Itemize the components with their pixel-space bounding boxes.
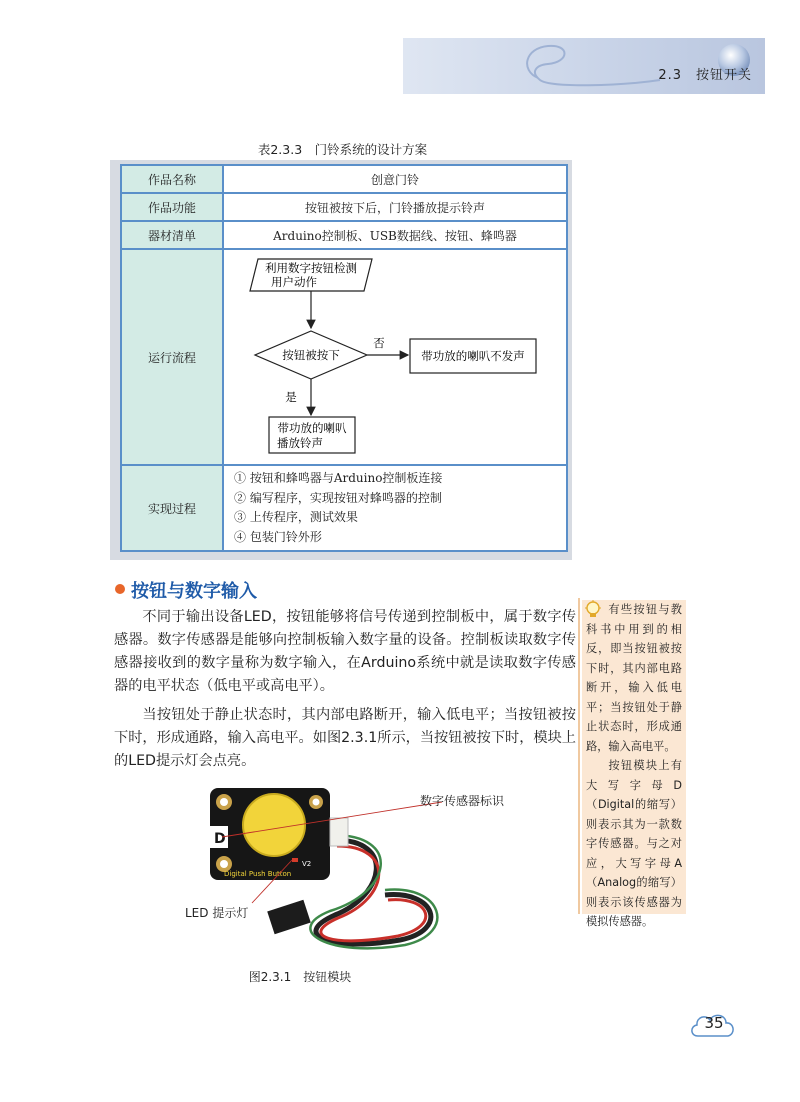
side-note	[582, 600, 686, 928]
table-row	[121, 249, 567, 465]
row-label: 实现过程	[121, 465, 223, 551]
note-divider	[578, 598, 580, 914]
note-paragraph-1: 有些按钮与教科书中用到的相反，即当按钮被按下时，其内部电路断开，输入低电平；当按钮处于静止状态时，形成通路，输入高电平。	[586, 603, 682, 753]
row-label: 运行流程	[121, 249, 223, 465]
note-paragraph-2: 按钮模块上有大写字母D（Digital的缩写）则表示其为一款数字传感器。与之对应，大写字母A（Analog的缩写）则表示该传感器为模拟传感器。	[586, 759, 682, 928]
flow-yes-action-line2: 播放铃声	[277, 436, 323, 450]
page-number: 35	[704, 1014, 724, 1032]
row-value: 创意门铃	[223, 165, 567, 193]
row-value: Arduino控制板、USB数据线、按钮、蜂鸣器	[223, 221, 567, 249]
flowchart	[224, 251, 566, 463]
table-row	[121, 221, 567, 249]
steps-cell	[223, 465, 567, 551]
table-row	[121, 465, 567, 551]
flow-start-line1: 利用数字按钮检测	[265, 261, 357, 275]
flow-start-line2: 用户动作	[271, 275, 317, 289]
section-title: 按钮与数字输入	[131, 581, 257, 602]
board-silkscreen-text: Digital Push Button	[224, 870, 292, 878]
flow-decision-text: 按钮被按下	[282, 348, 340, 362]
led-label: LED 提示灯	[185, 906, 249, 920]
flow-no-label: 否	[373, 336, 385, 350]
led-indicator	[292, 858, 298, 862]
header-section-label: 2.3 按钮开关	[658, 68, 752, 83]
figure-caption: 图2.3.1 按钮模块	[248, 970, 352, 984]
flow-yes-action-line1: 带功放的喇叭	[277, 421, 347, 435]
lightbulb-icon	[584, 600, 602, 620]
table-row	[121, 193, 567, 221]
step-item: ② 编写程序，实现按钮对蜂鸣器的控制	[234, 490, 442, 505]
flowchart-cell	[223, 249, 567, 465]
step-item: ③ 上传程序，测试效果	[234, 510, 358, 524]
board-version-text: V2	[302, 860, 312, 868]
row-value: 按钮被按下后，门铃播放提示铃声	[223, 193, 567, 221]
step-item: ① 按钮和蜂鸣器与Arduino控制板连接	[234, 471, 443, 485]
flow-yes-label: 是	[285, 390, 297, 404]
row-label: 作品功能	[121, 193, 223, 221]
row-label: 作品名称	[121, 165, 223, 193]
table-row	[121, 165, 567, 193]
row-label: 器材清单	[121, 221, 223, 249]
flow-no-action-text: 带功放的喇叭不发声	[421, 349, 525, 363]
svg-text:D: D	[214, 831, 226, 847]
section-bullet-icon	[115, 584, 125, 594]
table-caption: 表2.3.3 门铃系统的设计方案	[257, 142, 428, 157]
body-paragraph-2: 当按钮处于静止状态时，其内部电路断开，输入低电平；当按钮被按下时，形成通路，输入高电平。如图2.3.1所示，当按钮被按下时，模块上的LED提示灯会点亮。	[114, 707, 576, 769]
body-paragraph-1: 不同于输出设备LED，按钮能够将信号传递到控制板中，属于数字传感器。数字传感器是能够向控制板输入数字量的设备。控制板读取数字传感器接收到的数字量称为数字输入，在Arduino系统中就是读取数字传感器的电平状态（低电平或高电平）。	[114, 609, 576, 694]
sensor-label: 数字传感器标识	[420, 794, 505, 808]
step-item: ④ 包装门铃外形	[234, 529, 322, 544]
design-table	[120, 164, 568, 552]
